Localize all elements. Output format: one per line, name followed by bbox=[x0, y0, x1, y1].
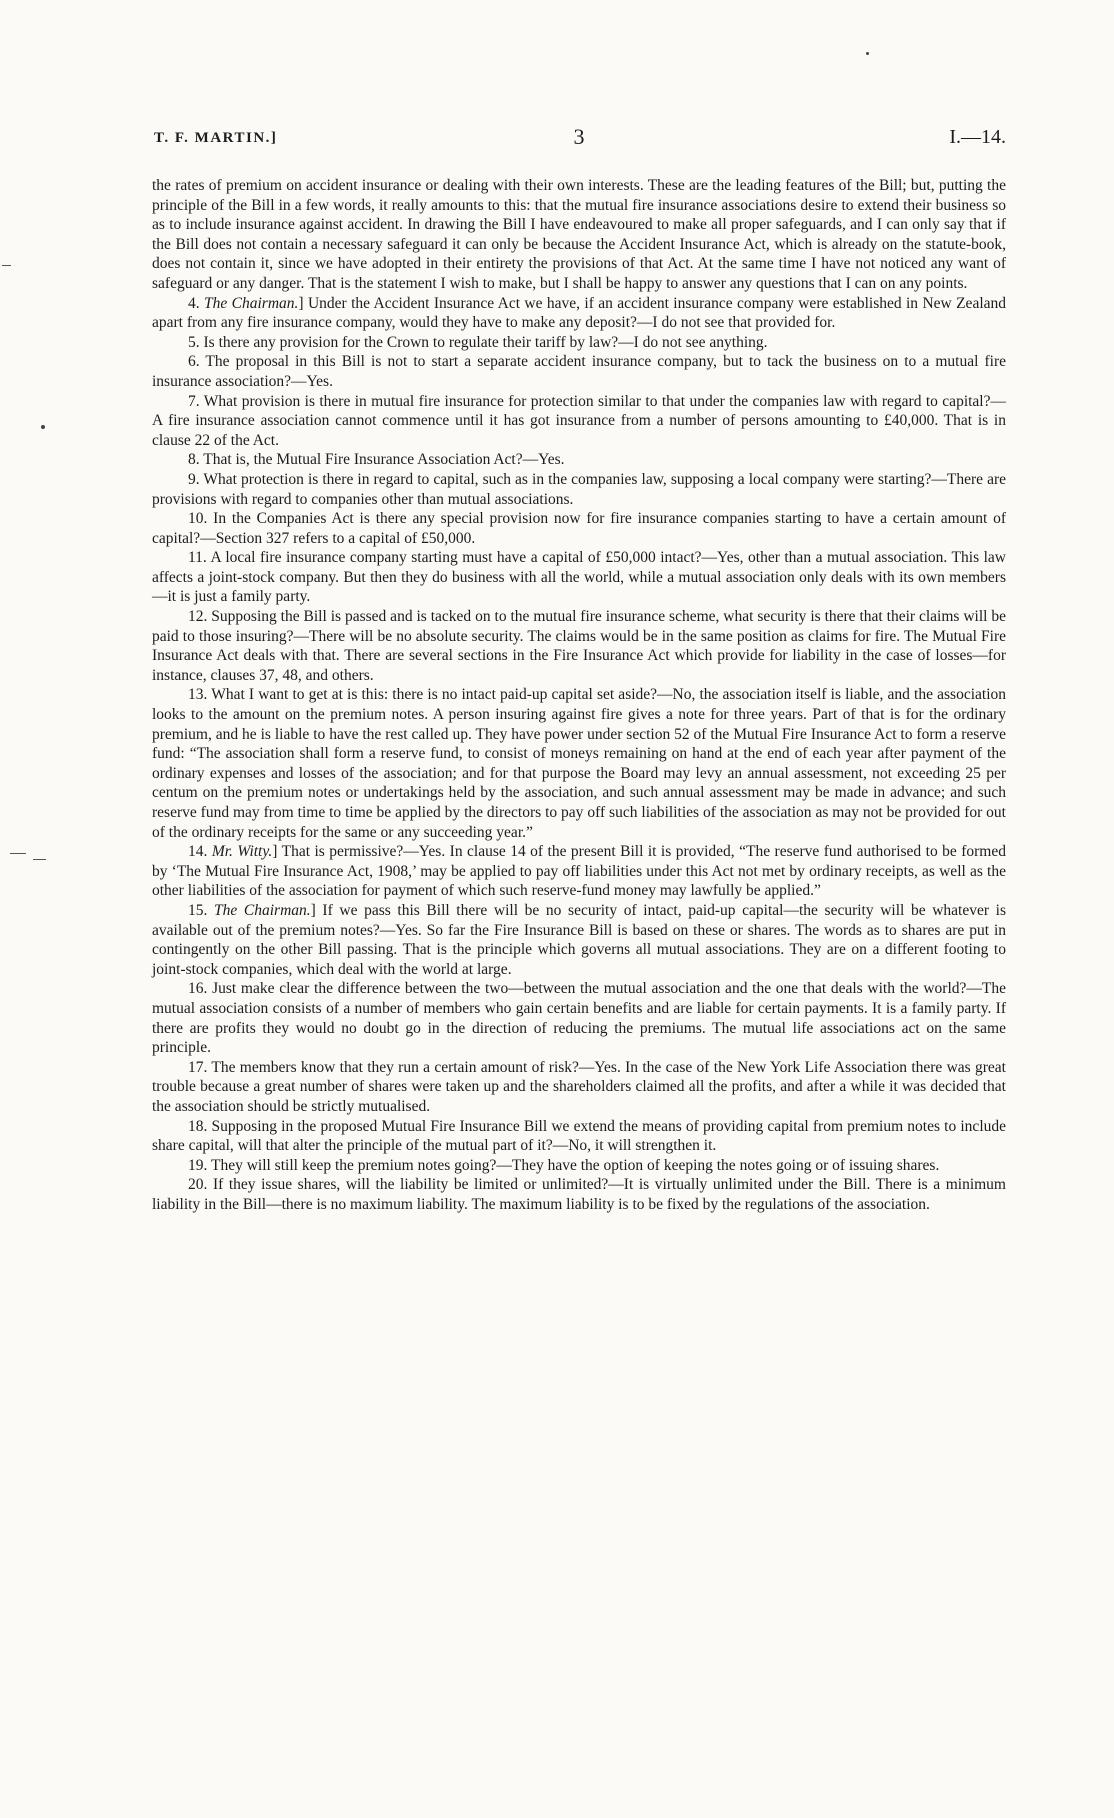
paragraph bbox=[152, 1117, 1006, 1156]
paragraph bbox=[152, 352, 1006, 391]
margin-scan-mark bbox=[2, 265, 11, 266]
paragraph-text: ] If we pass this Bill there will be no security of intact, paid-up capital—the security will be whatever is available out of the premium notes?—Yes. So far the Fire Insurance Bill is based on these or shares. The words as to shares are put in contingently on the other Bill passing. That is the principle which governs all mutual associations. They are on a different footing to joint-stock companies, which deal with the world at large. bbox=[152, 901, 1007, 978]
document-body bbox=[152, 176, 1006, 1214]
paragraph bbox=[152, 979, 1006, 1057]
paragraph bbox=[152, 470, 1006, 509]
paragraph-text: 20. If they issue shares, will the liability be limited or unlimited?—It is virtually unlimited under the Bill. There is a minimum liability in the Bill—there is no maximum liability. The maximum liability is to be fixed by the regulations of the association. bbox=[152, 1176, 1006, 1213]
paragraph-text: 17. The members know that they run a certain amount of risk?—Yes. In the case of the New York Life Association there was great trouble because a great number of shares were taken up and the shareholders claimed all the profits, and after a while it was decided that the association should be strictly mutualised. bbox=[152, 1058, 1006, 1115]
paragraph bbox=[152, 1175, 1006, 1214]
paragraph-text: 12. Supposing the Bill is passed and is tacked on to the mutual fire insurance scheme, what security is there that their claims will be paid to those insuring?—There will be no absolute security. The claims would be in the same position as claims for fire. The Mutual Fire Insurance Act deals with that. There are several sections in the Fire Insurance Act which provide for liability in the case of losses—for instance, clauses 37, 48, and others. bbox=[152, 608, 1006, 684]
paragraph bbox=[152, 450, 1006, 470]
paragraph-text: 8. That is, the Mutual Fire Insurance Association Act?—Yes. bbox=[188, 451, 565, 469]
paragraph bbox=[152, 509, 1006, 548]
paragraph bbox=[152, 333, 1006, 353]
paragraph-number: 15. bbox=[188, 901, 215, 919]
paragraph bbox=[152, 548, 1006, 607]
paragraph bbox=[152, 294, 1006, 333]
paragraph-text: 13. What I want to get at is this: there is no intact paid-up capital set aside?—No, the association itself is liable, and the association looks to the amount on the premium notes. A person insuring against fire gives a note for three years. Part of that is for the ordinary premium, and he is liable to have the rest called up. They have power under section 52 of the Mutual Fire Insurance Act to form a reserve fund: “The association shall form a reserve fund, to consist of moneys remaining on hand at the end of each year after payment of the ordinary expenses and losses of the association; and for that purpose the Board may levy an annual assessment, not exceeding 25 per centum on the premium notes or undertakings held by the association, and such annual assessment may be made in advance; and such reserve fund may from time to time be applied by the directors to pay off such liabilities of the association as may not be provided for out of the ordinary receipts for the same or any succeeding year.” bbox=[152, 686, 1006, 841]
page-header bbox=[152, 124, 1006, 154]
header-paper-reference: I.—14. bbox=[949, 126, 1006, 148]
speaker-name: Mr. Witty. bbox=[211, 843, 273, 861]
paragraph-text: 11. A local fire insurance company starting must have a capital of £50,000 intact?—Yes, other than a mutual association. This law affects a joint-stock company. But then they do business with all the world, while a mutual association only deals with its own members—it is just a family party. bbox=[152, 549, 1006, 606]
margin-scan-dot bbox=[866, 52, 869, 55]
paragraph-text: 6. The proposal in this Bill is not to start a separate accident insurance company, but to tack the business on to a mutual fire insurance association?—Yes. bbox=[152, 353, 1006, 390]
paragraph-number: 14. bbox=[188, 843, 212, 861]
paragraph bbox=[152, 901, 1006, 979]
paragraph-text: ] Under the Accident Insurance Act we have, if an accident insurance company were established in New Zealand apart from any fire insurance company, would they have to make any deposit?—I do not see that provided for. bbox=[152, 294, 1007, 332]
paragraph-number: 4. bbox=[188, 294, 205, 312]
paragraph-text: 10. In the Companies Act is there any special provision now for fire insurance companies starting to have a certain amount of capital?—Section 327 refers to a capital of £50,000. bbox=[152, 510, 1006, 547]
paragraph bbox=[152, 1156, 1006, 1176]
margin-scan-mark bbox=[10, 853, 26, 854]
paragraph bbox=[152, 176, 1006, 294]
margin-scan-mark bbox=[33, 859, 46, 860]
paragraph-text: 7. What provision is there in mutual fire insurance for protection similar to that under the companies law with regard to capital?—A fire insurance association cannot commence until it has got insurance from a number of persons amounting to £40,000. That is in clause 22 of the Act. bbox=[152, 392, 1006, 449]
paragraph-text: the rates of premium on accident insurance or dealing with their own interests. These are the leading features of the Bill; but, putting the principle of the Bill in a few words, it really amounts to this: that the mutual fire insurance associations desire to extend their business so as to include insurance against accident. In drawing the Bill I have endeavoured to make all proper safeguards, and I can only say that if the Bill does not contain a necessary safeguard it can only be because the Accident Insurance Act, which is already on the statute-book, does not contain it, since we have adopted in their entirety the provisions of that Act. At the same time I have not noticed any want of safeguard or any danger. That is the statement I wish to make, but I shall be happy to answer any questions that I can on any points. bbox=[152, 177, 1006, 292]
paragraph-text: ] That is permissive?—Yes. In clause 14 of the present Bill it is provided, “The reserve fund authorised to be formed by ‘The Mutual Fire Insurance Act, 1908,’ may be applied to pay off liabilities under this Act not met by ordinary receipts, as well as the other liabilities of the association for payment of which such reserve-fund money may lawfully be applied.” bbox=[152, 843, 1006, 900]
paragraph bbox=[152, 392, 1006, 451]
speaker-name: The Chairman. bbox=[214, 901, 311, 919]
header-page-number: 3 bbox=[573, 124, 585, 149]
margin-scan-dot bbox=[41, 425, 45, 429]
speaker-name: The Chairman. bbox=[204, 294, 299, 312]
paragraph-text: 9. What protection is there in regard to capital, such as in the companies law, supposing a local company were starting?—There are provisions with regard to companies other than mutual associations. bbox=[152, 470, 1006, 508]
document-page bbox=[152, 124, 1006, 1214]
header-witness-name: T. F. MARTIN.] bbox=[154, 130, 278, 146]
paragraph-text: 18. Supposing in the proposed Mutual Fire Insurance Bill we extend the means of providing capital from premium notes to include share capital, will that alter the principle of the mutual part of it?—No, it will strengthen it. bbox=[152, 1117, 1006, 1155]
paragraph bbox=[152, 842, 1006, 901]
paragraph bbox=[152, 1058, 1006, 1117]
paragraph-text: 5. Is there any provision for the Crown to regulate their tariff by law?—I do not see anything. bbox=[188, 333, 768, 351]
paragraph-text: 16. Just make clear the difference between the two—between the mutual association and the one that deals with the world?—The mutual association consists of a number of members who gain certain benefits and are liable for certain payments. It is a family party. If there are profits they would no doubt go in the direction of reducing the premiums. The mutual life associations act on the same principle. bbox=[152, 980, 1006, 1057]
paragraph bbox=[152, 607, 1006, 685]
paragraph bbox=[152, 685, 1006, 842]
paragraph-text: 19. They will still keep the premium notes going?—They have the option of keeping the notes going or of issuing shares. bbox=[188, 1156, 940, 1174]
